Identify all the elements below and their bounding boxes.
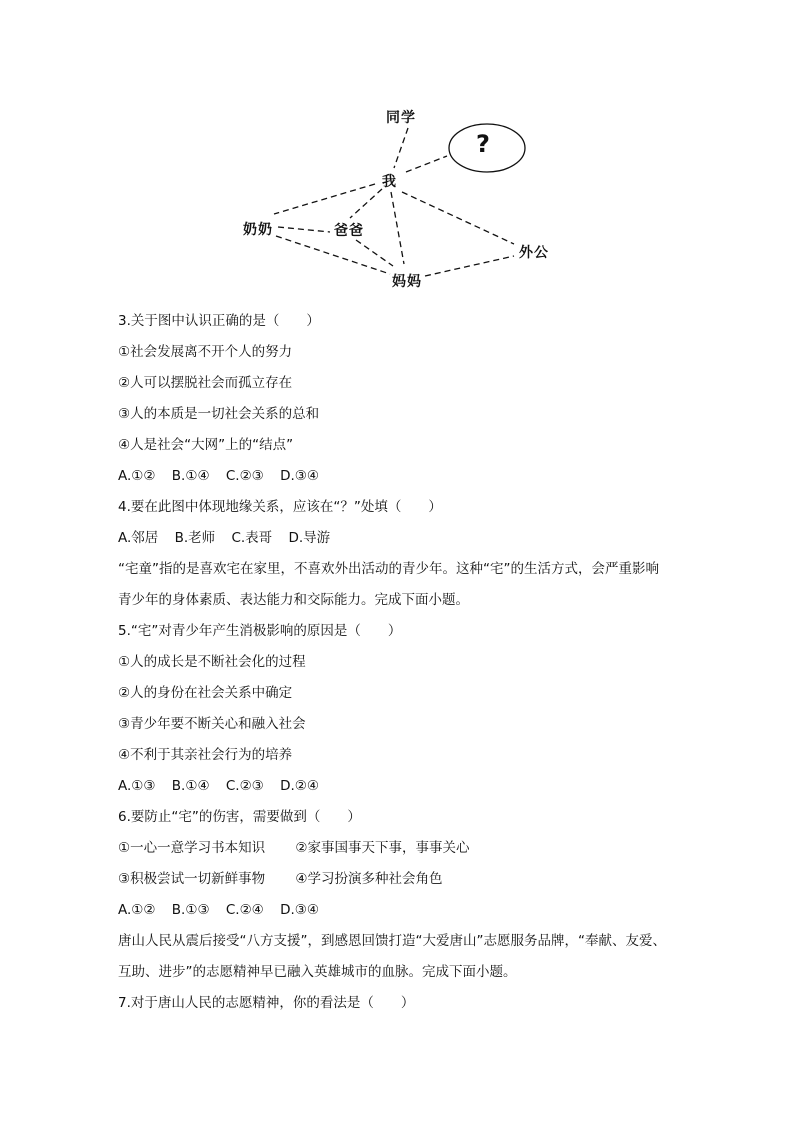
q5-item-2: ②人的身份在社会关系中确定 [118,685,293,701]
line-me-mom [391,192,404,264]
relationship-diagram [0,0,794,300]
q7-stem: 7.对于唐山人民的志愿精神，你的看法是（ ） [118,995,415,1011]
q6-option-d[interactable]: D.③④ [280,902,319,918]
q6-option-a[interactable]: A.①② [118,902,156,918]
passage1-line-2: 青少年的身体素质、表达能力和交际能力。完成下面小题。 [118,592,469,608]
node-me: 我 [382,174,397,190]
q3-option-a[interactable]: A.①② [118,468,156,484]
node-mom: 妈妈 [392,274,422,290]
node-dad: 爸爸 [334,223,364,239]
q5-options [118,771,688,802]
q3-option-c[interactable]: C.②③ [225,468,264,484]
q4-option-c[interactable]: C.表哥 [231,530,273,546]
q3-option-d[interactable]: D.③④ [280,468,319,484]
q6-options [118,895,688,926]
q5-option-d[interactable]: D.②④ [280,778,319,794]
q5-item-1: ①人的成长是不断社会化的过程 [118,654,306,670]
q4-options [118,523,688,554]
line-grandma-mom [276,236,390,274]
q5-stem: 5.“宅”对青少年产生消极影响的原因是（ ） [118,623,402,639]
q3-option-b[interactable]: B.①④ [171,468,210,484]
line-classmate-me [394,128,408,168]
line-me-dad [350,189,382,218]
q3-stem: 3.关于图中认识正确的是（ ） [118,313,320,329]
q4-option-b[interactable]: B.老师 [174,530,216,546]
q6-items-row-1 [118,833,688,864]
q6-items-row-2 [118,864,688,895]
node-grandma: 奶奶 [243,222,273,238]
q3-options [118,461,688,492]
line-grandma-dad [278,227,330,232]
diagram-lines [0,0,794,300]
q6-item-1: ①一心一意学习书本知识 [118,840,266,856]
q5-option-b[interactable]: B.①④ [171,778,210,794]
q6-item-4: ④学习扮演多种社会角色 [295,871,443,887]
line-me-unknown [406,156,447,172]
q6-item-3: ③积极尝试一切新鲜事物 [118,871,266,887]
line-mom-waigong [425,256,514,276]
q3-item-4: ④人是社会“大网”上的“结点” [118,437,294,453]
question-content [118,306,688,1019]
passage2-line-2: 互助、进步”的志愿精神早已融入英雄城市的血脉。完成下面小题。 [118,964,517,980]
q4-option-a[interactable]: A.邻居 [118,530,159,546]
q4-option-d[interactable]: D.导游 [288,530,331,546]
q3-item-2: ②人可以摆脱社会而孤立存在 [118,375,293,391]
q6-option-b[interactable]: B.①③ [171,902,210,918]
q5-option-c[interactable]: C.②③ [225,778,264,794]
q3-item-1: ①社会发展离不开个人的努力 [118,344,293,360]
q6-stem: 6.要防止“宅”的伤害，需要做到（ ） [118,809,361,825]
passage1-line-1: “宅童”指的是喜欢宅在家里，不喜欢外出活动的青少年。这种“宅”的生活方式，会严重影响 [118,561,659,577]
q6-option-c[interactable]: C.②④ [225,902,264,918]
q6-item-2: ②家事国事天下事，事事关心 [295,840,470,856]
q5-option-a[interactable]: A.①③ [118,778,156,794]
node-unknown: ? [476,130,490,158]
q5-item-3: ③青少年要不断关心和融入社会 [118,716,306,732]
q3-item-3: ③人的本质是一切社会关系的总和 [118,406,320,422]
node-classmate: 同学 [386,110,416,126]
line-me-waigong [402,192,514,244]
q4-stem: 4.要在此图中体现地缘关系，应该在“？”处填（ ） [118,499,442,515]
q5-item-4: ④不利于其亲社会行为的培养 [118,747,293,763]
line-dad-mom [356,240,393,266]
passage2-line-1: 唐山人民从震后接受“八方支援”，到感恩回馈打造“大爱唐山”志愿服务品牌，“奉献、友爱、 [118,933,666,949]
node-waigong: 外公 [519,245,549,261]
